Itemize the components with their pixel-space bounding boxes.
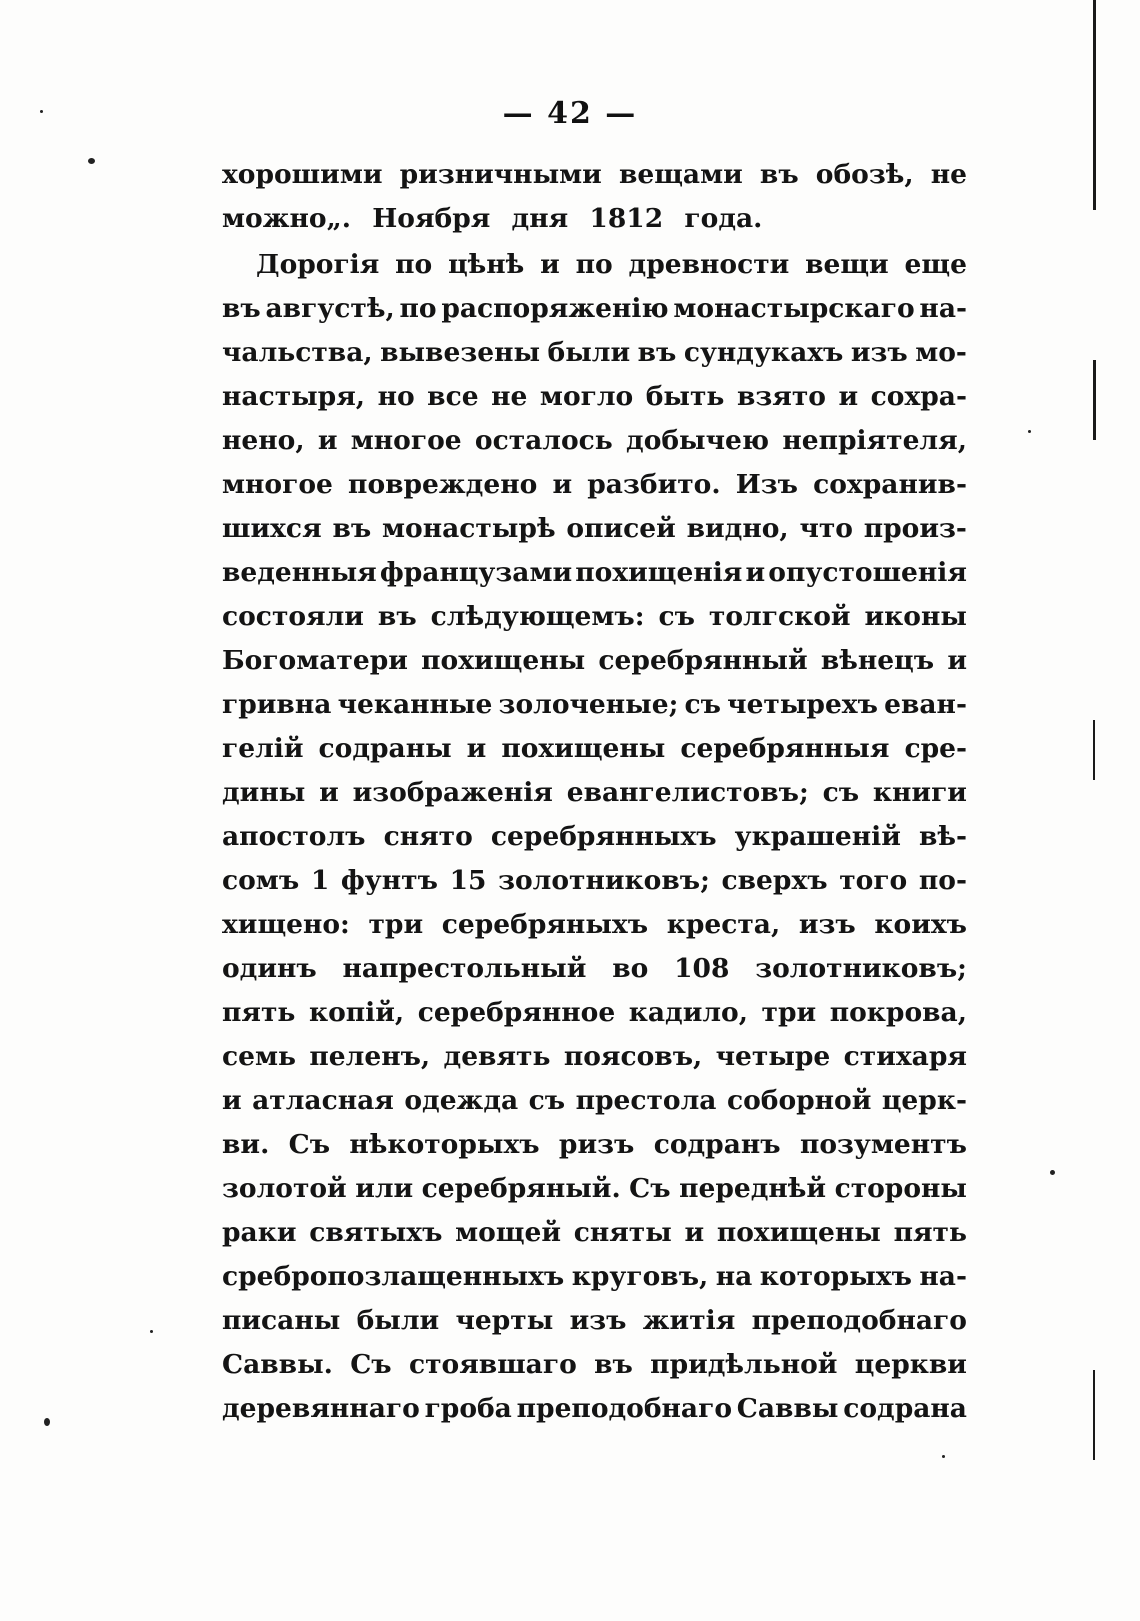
text-line: въ августѣ, по распоряженію монастырскаго на- [222,293,967,324]
text-line: многое повреждено и разбито. Изъ сохранив- [222,469,967,500]
scan-speck [44,1418,50,1426]
text-line: золотой или серебряный. Съ переднѣй стороны [222,1173,967,1204]
text-line: хорошими ризничными вещами въ обозѣ, не [222,159,967,190]
text-line: апостолъ снято серебрянныхъ украшеній вѣ- [222,821,967,852]
text-line: хищено: три серебряныхъ креста, изъ коихъ [222,909,967,940]
text-line: веденныя французами похищенія и опустошенія [222,557,967,588]
text-line: нено, и многое осталось добычею непріятеля, [222,425,967,456]
scan-edge-line-middle [1093,360,1096,440]
text-line: Дорогія по цѣнѣ и по древности вещи еще [256,249,967,280]
text-line: Богоматери похищены серебрянный вѣнецъ и [222,645,967,676]
text-line: можно„. Ноября дня 1812 года. [222,203,763,234]
scan-edge-line-bottom [1093,1370,1095,1460]
text-line: состояли въ слѣдующемъ: съ толгской иконы [222,601,967,632]
text-line: пять копій, серебрянное кадило, три покрова, [222,997,967,1028]
scan-edge-line-lower [1093,720,1095,780]
body-text [222,153,967,1431]
page-number: — 42 — [502,96,638,131]
text-line: дины и изображенія евангелистовъ; съ книги [222,777,967,808]
scan-speck [1028,430,1031,433]
text-line: настыря, но все не могло быть взято и сохра- [222,381,967,412]
text-line: писаны были черты изъ житія преподобнаго [222,1305,967,1336]
text-line: семь пеленъ, девять поясовъ, четыре стихаря [222,1041,967,1072]
text-line: гелій содраны и похищены серебрянныя сре- [222,733,967,764]
scan-speck [1050,1170,1055,1175]
text-line: и атласная одежда съ престола соборной церк- [222,1085,967,1116]
text-line: шихся въ монастырѣ описей видно, что произ- [222,513,967,544]
text-line: чальства, вывезены были въ сундукахъ изъ мо- [222,337,967,368]
text-line: ви. Съ нѣкоторыхъ ризъ содранъ позументъ [222,1129,967,1160]
text-line: деревяннаго гроба преподобнаго Саввы содрана [222,1393,967,1424]
text-line: Саввы. Съ стоявшаго въ придѣльной церкви [222,1349,967,1380]
text-line: раки святыхъ мощей сняты и похищены пять [222,1217,967,1248]
text-line: сомъ 1 фунтъ 15 золотниковъ; сверхъ того по- [222,865,967,896]
text-line: гривна чеканные золоченые; съ четырехъ еван- [222,689,967,720]
text-line: сребропозлащенныхъ круговъ, на которыхъ на- [222,1261,967,1292]
scan-speck [942,1455,945,1458]
scan-speck [88,158,95,164]
text-line: одинъ напрестольный во 108 золотниковъ; [222,953,967,984]
scan-speck [150,1330,153,1333]
